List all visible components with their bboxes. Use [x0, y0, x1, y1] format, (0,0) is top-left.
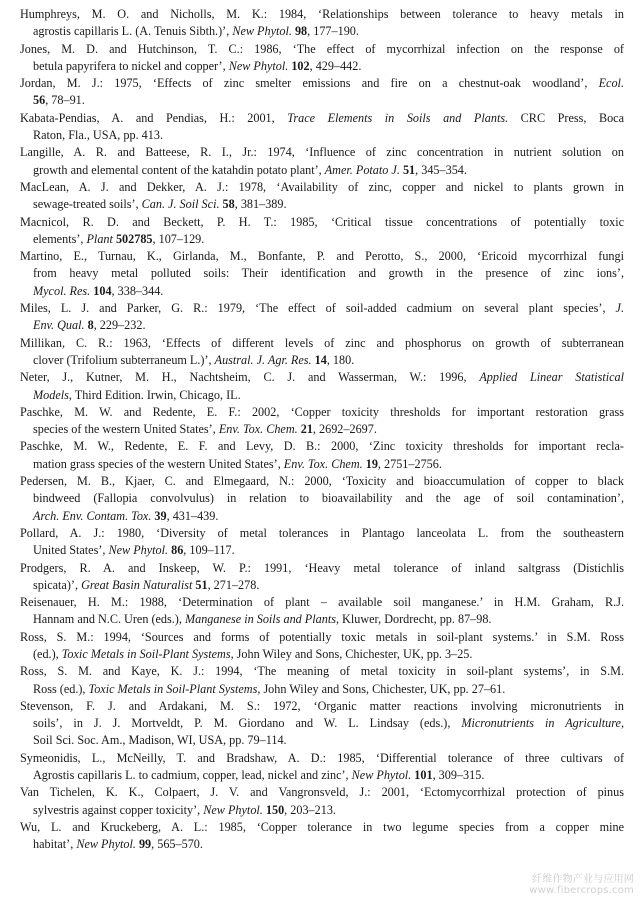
reference-entry: [20, 248, 624, 300]
reference-line: [20, 369, 624, 386]
reference-entry: [20, 179, 624, 214]
reference-text: spicata)’,: [33, 577, 82, 592]
reference-line: [20, 767, 624, 784]
reference-text: Martino, E., Turnau, K., Girlanda, M., Bonfante, P. and Perotto, S., 2000, ‘Ericoid mycorrhizal fungi: [20, 249, 624, 264]
reference-text: United States’,: [33, 543, 109, 558]
reference-italic-text: Mycol. Res.: [33, 283, 91, 298]
reference-text: Hannam and N.C. Uren (eds.),: [33, 612, 185, 627]
reference-entry: [20, 819, 624, 854]
reference-line: [20, 41, 624, 58]
reference-text: Pedersen, M. B., Kjaer, C. and Elmegaard, N.: 2000, ‘Toxicity and bioaccumulation of copper to black: [20, 474, 624, 489]
reference-volume: 14: [314, 352, 327, 367]
watermark-url: www.fibercrops.com: [529, 885, 634, 896]
reference-text: , 107–129.: [152, 231, 205, 246]
reference-text: Stevenson, F. J. and Ardakani, M. S.: 1972, ‘Organic matter reactions involving micronutrients in: [20, 698, 624, 713]
reference-text: Soil Sci. Soc. Am., Madison, WI, USA, pp. 79–114.: [33, 733, 287, 748]
reference-line: [20, 196, 624, 213]
reference-text: (ed.),: [33, 646, 62, 661]
reference-line: [20, 58, 624, 75]
reference-list: [20, 6, 624, 854]
reference-entry: [20, 560, 624, 595]
reference-volume: 98: [294, 24, 308, 39]
reference-italic-text: Models: [33, 387, 69, 402]
reference-volume: 99: [138, 837, 152, 852]
reference-text: Ross, S. M. and Kaye, K. J.: 1994, ‘The meaning of metal toxicity in soil-plant systems’, in S.M.: [20, 664, 624, 679]
reference-text: CRC Press, Boca: [508, 110, 624, 125]
reference-line: [20, 110, 624, 127]
reference-line: [20, 646, 624, 663]
reference-volume: 8: [87, 318, 94, 333]
reference-text: Reisenauer, H. M.: 1988, ‘Determination of plant – available soil manganese.’ in H.M. Graham, R.J.: [20, 595, 624, 610]
reference-italic-text: Applied Linear Statistical: [479, 370, 624, 385]
reference-italic-text: Arch. Env. Contam. Tox.: [33, 508, 152, 523]
reference-entry: [20, 525, 624, 560]
reference-italic-text: Env. Tox. Chem.: [218, 422, 298, 437]
reference-entry: [20, 110, 624, 145]
reference-line: [20, 732, 624, 749]
reference-text: Neter, J., Kutner, M. H., Nachtsheim, C. J. and Wasserman, W.: 1996,: [20, 370, 480, 385]
reference-entry: [20, 335, 624, 370]
reference-volume: 19: [365, 456, 378, 471]
reference-text: Langille, A. R. and Batteese, R. I., Jr.: 1974, ‘Influence of zinc concentration in nutrient solution on: [20, 145, 624, 160]
reference-line: [20, 231, 624, 248]
reference-line: [20, 127, 624, 144]
reference-text: Agrostis capillaris L. to cadmium, copper, lead, nickel and zinc’,: [33, 768, 352, 783]
reference-italic-text: Toxic Metals in Soil-Plant Systems,: [88, 681, 261, 696]
reference-line: [20, 317, 624, 334]
reference-text: , 338–344.: [111, 283, 164, 298]
reference-volume: 51: [402, 162, 416, 177]
reference-line: [20, 387, 624, 404]
reference-line: [20, 283, 624, 300]
reference-entry: [20, 473, 624, 525]
reference-line: [20, 629, 624, 646]
reference-text: , 429–442.: [309, 58, 362, 73]
reference-line: [20, 438, 624, 455]
reference-volume: 102: [291, 58, 310, 73]
reference-line: [20, 836, 624, 853]
reference-line: [20, 352, 624, 369]
reference-italic-text: Great Basin Naturalist: [81, 577, 193, 592]
reference-entry: [20, 784, 624, 819]
reference-text: John Wiley and Sons, Chichester, UK, pp. 3–25.: [233, 646, 473, 661]
reference-text: John Wiley and Sons, Chichester, UK, pp. 27–61.: [260, 681, 506, 696]
reference-text: Pollard, A. J.: 1980, ‘Diversity of metal tolerances in Plantago lanceolata L. from the southeastern: [20, 525, 624, 540]
reference-line: [20, 473, 624, 490]
reference-line: [20, 404, 624, 421]
reference-text: Jones, M. D. and Hutchinson, T. C.: 1986, ‘The effect of mycorrhizal infection on the response of: [20, 41, 624, 56]
reference-text: Ross (ed.),: [33, 681, 89, 696]
reference-entry: [20, 6, 624, 41]
reference-text: , 109–117.: [183, 543, 235, 558]
reference-line: [20, 698, 624, 715]
reference-text: , 78–91.: [45, 93, 85, 108]
reference-volume: 39: [154, 508, 167, 523]
reference-line: [20, 179, 624, 196]
reference-text: Humphreys, M. O. and Nicholls, M. K.: 1984, ‘Relationships between tolerance to heavy metals in: [20, 7, 624, 21]
reference-line: [20, 508, 624, 525]
reference-text: Ross, S. M.: 1994, ‘Sources and forms of potentially toxic metals in soil-plant systems.’ in S.M. Ross: [20, 629, 624, 644]
reference-text: from heavy metal polluted soils: Their identification and growth in the presence of zinc ions’,: [33, 266, 624, 281]
reference-line: [20, 819, 624, 836]
reference-text: elements’,: [33, 231, 87, 246]
reference-text: , Third Edition. Irwin, Chicago, IL.: [68, 387, 241, 402]
reference-text: , Kluwer, Dordrecht, pp. 87–98.: [335, 612, 492, 627]
reference-text: , 229–232.: [93, 318, 146, 333]
reference-italic-text: Trace Elements in Soils and Plants.: [287, 110, 509, 125]
reference-text: Miles, L. J. and Parker, G. R.: 1979, ‘The effect of soil-added cadmium on several plant species’,: [20, 301, 616, 316]
reference-italic-text: Toxic Metals in Soil-Plant Systems,: [61, 646, 234, 661]
reference-line: [20, 611, 624, 628]
reference-entry: [20, 214, 624, 249]
reference-text: sylvestris against copper toxicity’,: [33, 802, 204, 817]
reference-entry: [20, 369, 624, 404]
reference-text: Van Tichelen, K. K., Colpaert, J. V. and Vangronsveld, J.: 2001, ‘Ectomycorrhizal protection of pinus: [20, 785, 624, 800]
reference-text: , 565–570.: [151, 837, 203, 852]
reference-line: [20, 300, 624, 317]
reference-text: Paschke, M. W. and Redente, E. F.: 2002, ‘Copper toxicity thresholds for important restoration grass: [20, 404, 624, 419]
reference-line: [20, 421, 624, 438]
reference-italic-text: New Phytol.: [228, 58, 289, 73]
reference-line: [20, 750, 624, 767]
reference-entry: [20, 750, 624, 785]
reference-text: Wu, L. and Kruckeberg, A. L.: 1985, ‘Copper tolerance in two legume species from a copper mine: [20, 819, 624, 834]
reference-line: [20, 456, 624, 473]
reference-entry: [20, 75, 624, 110]
reference-line: [20, 92, 624, 109]
reference-italic-text: J.: [615, 301, 624, 316]
reference-line: [20, 248, 624, 265]
reference-text: , 2692–2697.: [312, 422, 377, 437]
reference-volume: 21: [300, 422, 313, 437]
reference-italic-text: Env. Qual.: [33, 318, 85, 333]
reference-text: , 177–190.: [307, 24, 359, 39]
reference-line: [20, 214, 624, 231]
reference-line: [20, 594, 624, 611]
reference-italic-text: New Phytol.: [108, 543, 169, 558]
reference-line: [20, 577, 624, 594]
reference-text: Kabata-Pendias, A. and Pendias, H.: 2001,: [20, 110, 288, 125]
reference-text: Macnicol, R. D. and Beckett, P. H. T.: 1985, ‘Critical tissue concentrations of potentially toxic: [20, 214, 624, 229]
reference-text: Jordan, M. J.: 1975, ‘Effects of zinc smelter emissions and fire on a chestnut-oak woodland’,: [20, 76, 599, 91]
reference-italic-text: New Phytol.: [76, 837, 136, 852]
reference-entry: [20, 404, 624, 439]
reference-entry: [20, 663, 624, 698]
reference-line: [20, 162, 624, 179]
reference-text: agrostis capillaris L. (A. Tenuis Sibth.)’,: [33, 24, 233, 39]
reference-line: [20, 560, 624, 577]
reference-italic-text: Can. J. Soil Sci.: [141, 197, 220, 212]
reference-volume: 150: [265, 802, 285, 817]
reference-line: [20, 715, 624, 732]
reference-italic-text: Austral. J. Agr. Res.: [214, 352, 312, 367]
reference-entry: [20, 698, 624, 750]
reference-italic-text: Micronutrients in Agriculture,: [461, 716, 624, 731]
reference-italic-text: New Phytol.: [351, 768, 412, 783]
reference-italic-text: New Phytol.: [232, 24, 292, 39]
reference-line: [20, 802, 624, 819]
reference-text: soils’, in J. J. Mortveldt, P. M. Giordano and W. L. Lindsay (eds.),: [33, 716, 462, 731]
reference-volume: 56: [33, 93, 46, 108]
reference-text: clover (Trifolium subterraneum L.)’,: [33, 352, 215, 367]
reference-text: , 203–213.: [284, 802, 336, 817]
reference-text: mation grass species of the western United States’,: [33, 456, 284, 471]
reference-line: [20, 335, 624, 352]
reference-text: species of the western United States’,: [33, 422, 219, 437]
reference-volume: 502785: [115, 231, 153, 246]
reference-text: Millikan, C. R.: 1963, ‘Effects of different levels of zinc and phosphorus on growth of subterranean: [20, 335, 624, 350]
reference-volume: 51: [195, 577, 208, 592]
reference-line: [20, 265, 624, 282]
reference-text: betula papyrifera to nickel and copper’,: [33, 58, 229, 73]
reference-line: [20, 6, 624, 23]
reference-entry: [20, 41, 624, 76]
reference-text: Symeonidis, L., McNeilly, T. and Bradshaw, A. D.: 1985, ‘Differential tolerance of three cultivars of: [20, 750, 624, 765]
reference-line: [20, 525, 624, 542]
reference-line: [20, 75, 624, 92]
reference-line: [20, 681, 624, 698]
reference-volume: 104: [93, 283, 112, 298]
reference-text: , 431–439.: [166, 508, 219, 523]
watermark-chinese-text: 纤维作物产业与应用网: [532, 874, 634, 885]
reference-text: sewage-treated soils’,: [33, 197, 142, 212]
reference-entry: [20, 629, 624, 664]
reference-line: [20, 23, 624, 40]
reference-text: , 309–315.: [432, 768, 485, 783]
reference-italic-text: Amer. Potato J.: [324, 162, 400, 177]
reference-text: growth and elemental content of the katahdin potato plant’,: [33, 162, 325, 177]
reference-line: [20, 490, 624, 507]
reference-text: , 271–278.: [207, 577, 260, 592]
reference-italic-text: Manganese in Soils and Plants: [184, 612, 336, 627]
reference-line: [20, 542, 624, 559]
reference-line: [20, 784, 624, 801]
reference-entry: [20, 144, 624, 179]
reference-text: , 345–354.: [415, 162, 467, 177]
reference-text: , 180.: [326, 352, 355, 367]
reference-italic-text: Plant: [86, 231, 113, 246]
reference-entry: [20, 438, 624, 473]
reference-italic-text: Env. Tox. Chem.: [283, 456, 363, 471]
watermark: [529, 870, 634, 896]
reference-text: bindweed (Fallopia convolvulus) in relation to bioavailability and the age of soil contamination’,: [33, 491, 624, 506]
reference-volume: 86: [171, 543, 184, 558]
reference-entry: [20, 300, 624, 335]
reference-volume: 58: [222, 197, 235, 212]
reference-line: [20, 144, 624, 161]
reference-text: habitat’,: [33, 837, 77, 852]
reference-text: Raton, Fla., USA, pp. 413.: [33, 128, 164, 143]
reference-volume: 101: [414, 768, 433, 783]
reference-text: Paschke, M. W., Redente, E. F. and Levy, D. B.: 2000, ‘Zinc toxicity thresholds for important recla-: [20, 439, 624, 454]
reference-italic-text: Ecol.: [598, 76, 624, 91]
reference-italic-text: New Phytol.: [203, 802, 263, 817]
reference-text: , 381–389.: [234, 197, 287, 212]
reference-text: MacLean, A. J. and Dekker, A. J.: 1978, ‘Availability of zinc, copper and nickel to plants grown in: [20, 179, 624, 194]
reference-entry: [20, 594, 624, 629]
reference-text: , 2751–2756.: [377, 456, 442, 471]
reference-line: [20, 663, 624, 680]
reference-text: Prodgers, R. A. and Inskeep, W. P.: 1991, ‘Heavy metal tolerance of inland saltgrass (Distichlis: [20, 560, 624, 575]
